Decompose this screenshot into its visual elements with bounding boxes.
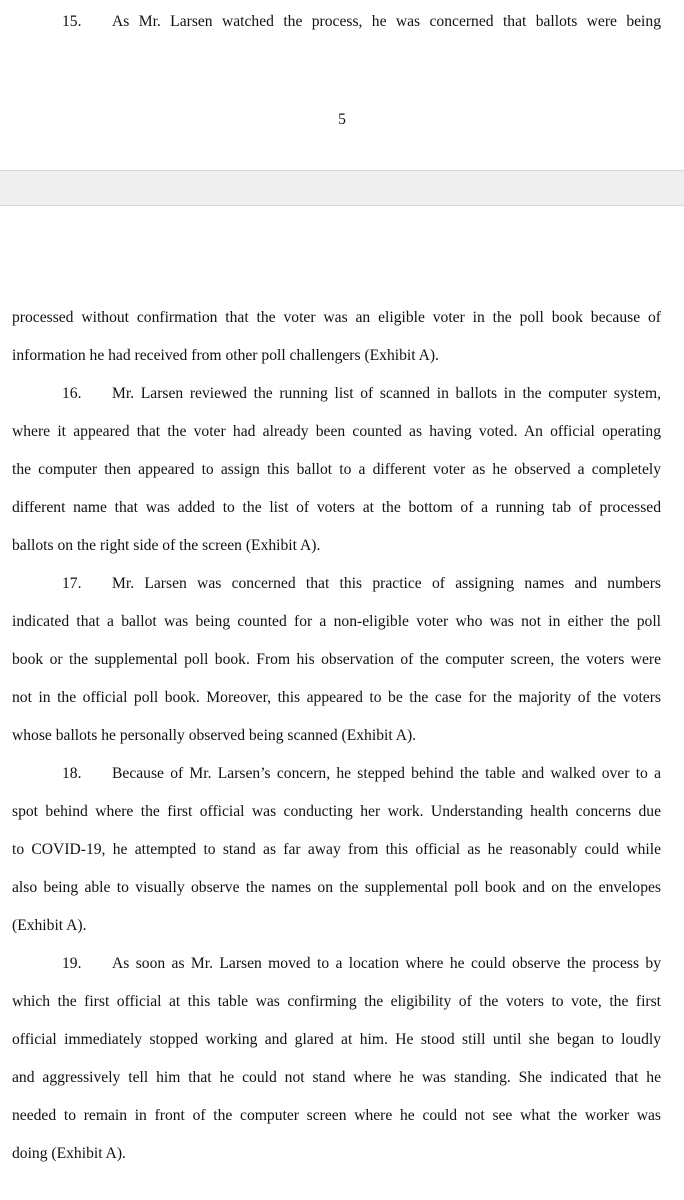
text-line: where it appeared that the voter had already been counted as having voted. An official operating xyxy=(12,423,661,440)
paragraph-text: As Mr. Larsen watched the process, he was concerned that ballots were being xyxy=(112,13,661,30)
text-line: information he had received from other poll challengers (Exhibit A). xyxy=(12,347,439,364)
text-line: indicated that a ballot was being counted for a non-eligible voter who was not in either the poll xyxy=(12,613,661,630)
paragraph-number: 19. xyxy=(62,955,82,972)
paragraph-number: 16. xyxy=(62,385,82,402)
text-line: and aggressively tell him that he could not stand where he was standing. She indicated that he xyxy=(12,1069,661,1086)
paragraph-number: 15. xyxy=(62,13,82,30)
paragraph-18-first-line xyxy=(62,764,661,784)
paragraph-text: Mr. Larsen reviewed the running list of scanned in ballots in the computer system, xyxy=(112,385,661,402)
paragraph-19-first-line xyxy=(62,954,661,974)
text-line: also being able to visually observe the names on the supplemental poll book and on the envelopes xyxy=(12,879,661,896)
text-line: which the first official at this table was confirming the eligibility of the voters to vote, the first xyxy=(12,993,661,1010)
text-line: ballots on the right side of the screen (Exhibit A). xyxy=(12,537,321,554)
text-line: spot behind where the first official was conducting her work. Understanding health concerns due xyxy=(12,803,661,820)
paragraph-number: 18. xyxy=(62,765,82,782)
text-line: the computer then appeared to assign this ballot to a different voter as he observed a completely xyxy=(12,461,661,478)
page-separator xyxy=(0,170,684,206)
text-line: not in the official poll book. Moreover, this appeared to be the case for the majority of the voters xyxy=(12,689,661,706)
document-page-bottom xyxy=(0,206,684,1200)
paragraph-16-first-line xyxy=(62,384,661,404)
text-line: official immediately stopped working and glared at him. He stood still until she began to loudly xyxy=(12,1031,661,1048)
paragraph-text: As soon as Mr. Larsen moved to a location where he could observe the process by xyxy=(112,955,661,972)
text-line: to COVID-19, he attempted to stand as far away from this official as he reasonably could while xyxy=(12,841,661,858)
text-line: needed to remain in front of the computer screen where he could not see what the worker was xyxy=(12,1107,661,1124)
text-line: processed without confirmation that the voter was an eligible voter in the poll book because of xyxy=(12,309,661,326)
paragraph-text: Because of Mr. Larsen’s concern, he stepped behind the table and walked over to a xyxy=(112,765,661,782)
text-line: book or the supplemental poll book. From his observation of the computer screen, the voters were xyxy=(12,651,661,668)
text-line: (Exhibit A). xyxy=(12,917,87,934)
paragraph-15-first-line xyxy=(62,12,661,32)
paragraph-number: 17. xyxy=(62,575,82,592)
paragraph-text: Mr. Larsen was concerned that this practice of assigning names and numbers xyxy=(112,575,661,592)
text-line: doing (Exhibit A). xyxy=(12,1145,126,1162)
text-line: whose ballots he personally observed being scanned (Exhibit A). xyxy=(12,727,417,744)
page-number: 5 xyxy=(338,111,346,128)
paragraph-17-first-line xyxy=(62,574,661,594)
text-line: different name that was added to the list of voters at the bottom of a running tab of processed xyxy=(12,499,661,516)
document-page-top xyxy=(0,0,684,170)
